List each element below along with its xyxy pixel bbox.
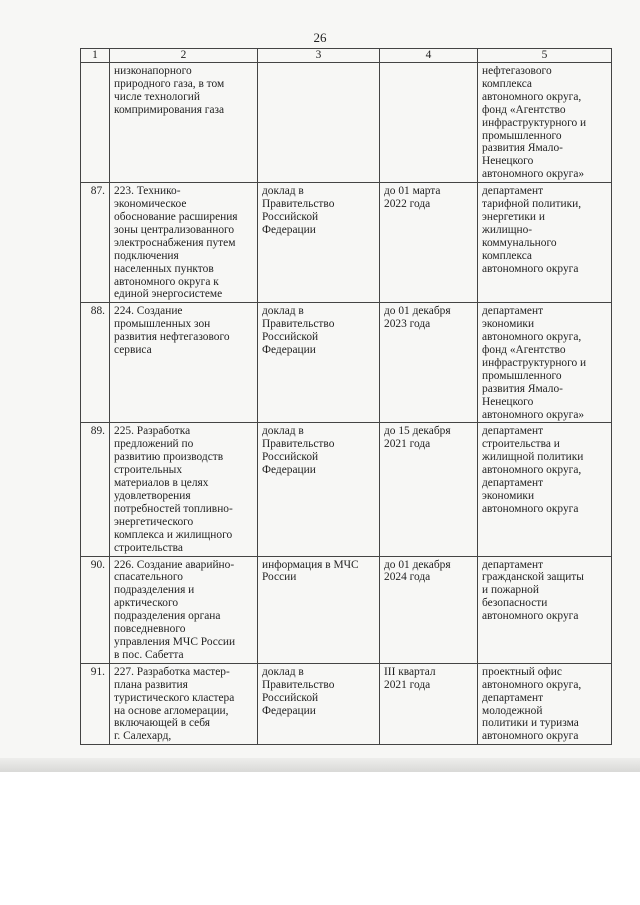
column-header: 5 bbox=[478, 49, 612, 63]
completion-form bbox=[258, 63, 380, 183]
row-number: 88. bbox=[81, 303, 110, 423]
table-row bbox=[81, 423, 612, 556]
page-number: 26 bbox=[313, 30, 327, 45]
table-row bbox=[81, 63, 612, 183]
measure-name: 224. Создание промышленных зон развития нефтегазового сервиса bbox=[110, 303, 258, 423]
header-row bbox=[81, 49, 612, 63]
responsible: департамент тарифной политики, энергетики и жилищно- коммунального комплекса автономного округа bbox=[478, 183, 612, 303]
table-row bbox=[81, 663, 612, 744]
deadline: до 01 декабря 2023 года bbox=[380, 303, 478, 423]
measure-name: 227. Разработка мастер- плана развития туристического кластера на основе агломерации, включающей в себя г. Салехард, bbox=[110, 663, 258, 744]
row-number bbox=[81, 63, 110, 183]
completion-form: доклад в Правительство Российской Федерации bbox=[258, 663, 380, 744]
column-header: 2 bbox=[110, 49, 258, 63]
table-row bbox=[81, 183, 612, 303]
completion-form: доклад в Правительство Российской Федерации bbox=[258, 303, 380, 423]
column-header: 4 bbox=[380, 49, 478, 63]
responsible: проектный офис автономного округа, департамент молодежной политики и туризма автономного округа bbox=[478, 663, 612, 744]
measure-name: 225. Разработка предложений по развитию производств строительных материалов в целях удовлетворения потребностей топливно- энергетического комплекса и жилищного строительства bbox=[110, 423, 258, 556]
responsible: департамент гражданской защиты и пожарной безопасности автономного округа bbox=[478, 556, 612, 663]
responsible: департамент строительства и жилищной политики автономного округа, департамент экономики автономного округа bbox=[478, 423, 612, 556]
plan-table bbox=[80, 48, 612, 745]
row-number: 87. bbox=[81, 183, 110, 303]
completion-form: доклад в Правительство Российской Федерации bbox=[258, 183, 380, 303]
deadline: до 01 марта 2022 года bbox=[380, 183, 478, 303]
table-row bbox=[81, 303, 612, 423]
row-number: 90. bbox=[81, 556, 110, 663]
row-number: 89. bbox=[81, 423, 110, 556]
responsible: нефтегазового комплекса автономного округа, фонд «Агентство инфраструктурного и промышленного развития Ямало- Ненецкого автономного округа» bbox=[478, 63, 612, 183]
deadline: до 15 декабря 2021 года bbox=[380, 423, 478, 556]
column-header: 3 bbox=[258, 49, 380, 63]
deadline: III квартал 2021 года bbox=[380, 663, 478, 744]
page-edge-shadow bbox=[0, 758, 640, 772]
row-number: 91. bbox=[81, 663, 110, 744]
table-row bbox=[81, 556, 612, 663]
completion-form: информация в МЧС России bbox=[258, 556, 380, 663]
deadline: до 01 декабря 2024 года bbox=[380, 556, 478, 663]
column-header: 1 bbox=[81, 49, 110, 63]
completion-form: доклад в Правительство Российской Федерации bbox=[258, 423, 380, 556]
responsible: департамент экономики автономного округа, фонд «Агентство инфраструктурного и промышленного развития Ямало- Ненецкого автономного округа» bbox=[478, 303, 612, 423]
measure-name: 223. Технико- экономическое обоснование расширения зоны централизованного электроснабжения путем подключения населенных пунктов автономного округа к единой энергосистеме bbox=[110, 183, 258, 303]
measure-name: низконапорного природного газа, в том числе технологий компримирования газа bbox=[110, 63, 258, 183]
measure-name: 226. Создание аварийно- спасательного подразделения и арктического подразделения органа повседневного управления МЧС России в пос. Сабетта bbox=[110, 556, 258, 663]
deadline bbox=[380, 63, 478, 183]
